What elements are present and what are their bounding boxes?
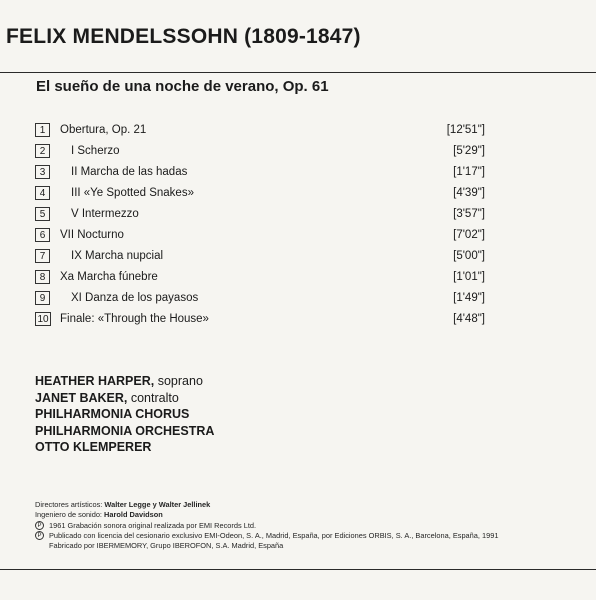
performer-role: soprano (157, 374, 203, 388)
track-row (35, 226, 485, 247)
track-row (35, 289, 485, 310)
credit-value: Walter Legge y Walter Jellinek (104, 500, 211, 509)
credit-directors (35, 500, 498, 510)
track-title: III «Ye Spotted Snakes» (71, 187, 194, 199)
track-row (35, 142, 485, 163)
credit-text: 1961 Grabación sonora original realizada por EMI Records Ltd. (49, 520, 257, 530)
track-duration: [1'49"] (453, 292, 485, 304)
track-row (35, 268, 485, 289)
performer-role: contralto (130, 390, 179, 405)
track-duration: [7'02"] (453, 229, 485, 241)
credits-block (35, 500, 498, 551)
header-band (0, 0, 596, 73)
track-title: IX Marcha nupcial (71, 250, 164, 262)
track-duration: [5'00"] (453, 250, 485, 262)
track-title: Xa Marcha fúnebre (60, 271, 158, 283)
track-duration: [12'51"] (446, 124, 485, 136)
track-row (35, 121, 485, 142)
bottom-divider (0, 569, 596, 570)
phonogram-icon: P (35, 521, 44, 530)
performer-line (35, 439, 214, 456)
track-title: XI Danza de los payasos (71, 292, 199, 304)
performer-line (35, 373, 214, 390)
performers-list (35, 373, 214, 456)
performer-name: JANET BAKER, (35, 390, 128, 405)
track-duration: [4'48"] (453, 313, 485, 325)
track-number-box: 9 (35, 291, 50, 305)
track-title: VII Nocturno (60, 229, 124, 241)
track-list (35, 121, 485, 331)
performer-name: PHILHARMONIA ORCHESTRA (35, 423, 215, 438)
credit-engineer (35, 510, 498, 520)
track-number-box: 2 (35, 144, 50, 158)
track-number-box: 5 (35, 207, 50, 221)
track-row (35, 184, 485, 205)
track-number-box: 1 (35, 123, 50, 137)
credit-text: Fabricado por IBERMEMORY, Grupo IBEROFON, S.A. Madrid, España (49, 541, 284, 551)
track-number-box: 4 (35, 186, 50, 200)
track-duration: [1'17"] (453, 166, 485, 178)
track-number-box: 8 (35, 270, 50, 284)
credit-manufacturer (35, 541, 498, 551)
track-row (35, 163, 485, 184)
track-title: I Scherzo (71, 145, 120, 157)
credit-label: Directores artísticos: (35, 500, 103, 509)
track-duration: [4'39"] (453, 187, 485, 199)
track-duration: [5'29"] (453, 145, 485, 157)
performer-name: PHILHARMONIA CHORUS (35, 407, 190, 421)
track-title: Finale: «Through the House» (60, 313, 209, 325)
credit-recording (35, 521, 498, 531)
track-number-box: 6 (35, 228, 50, 242)
track-number-box: 10 (35, 312, 51, 326)
credit-label: Ingeniero de sonido: (35, 510, 102, 520)
track-title: II Marcha de las hadas (71, 166, 188, 178)
track-row (35, 247, 485, 268)
composer-title: FELIX MENDELSSOHN (1809-1847) (6, 25, 361, 48)
track-title: Obertura, Op. 21 (60, 124, 147, 136)
track-row (35, 310, 485, 331)
track-row (35, 205, 485, 226)
performer-line (35, 423, 214, 440)
phonogram-icon: P (35, 531, 44, 540)
performer-name: HEATHER HARPER, (35, 374, 155, 388)
track-number-box: 7 (35, 249, 50, 263)
credit-license (35, 531, 498, 541)
track-title: V Intermezzo (71, 208, 139, 220)
performer-name: OTTO KLEMPERER (35, 440, 152, 454)
performer-line (35, 390, 214, 407)
credit-text: Publicado con licencia del cesionario exclusivo EMI-Odeon, S. A., Madrid, España, por Ediciones ORBIS, S. A., Barcelona, España, 1991 (49, 530, 499, 540)
work-title: El sueño de una noche de verano, Op. 61 (36, 78, 329, 95)
track-duration: [3'57"] (453, 208, 485, 220)
track-duration: [1'01"] (453, 271, 485, 283)
performer-line (35, 406, 214, 423)
credit-value: Harold Davidson (104, 510, 163, 520)
track-number-box: 3 (35, 165, 50, 179)
